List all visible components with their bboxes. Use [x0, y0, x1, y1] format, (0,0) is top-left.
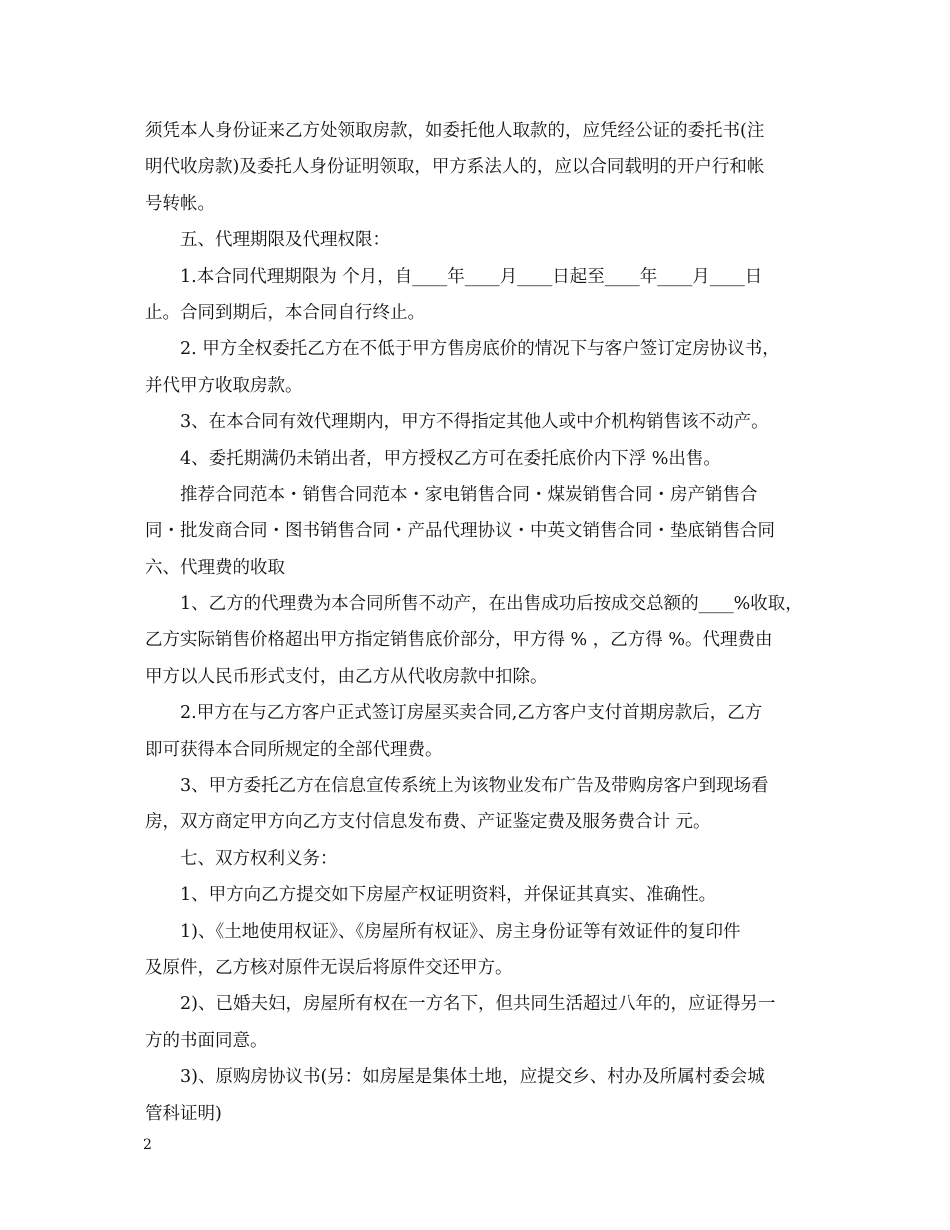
text-line: 3)、原购房协议书(另：如房屋是集体土地，应提交乡、村办及所属村委会城 — [180, 1067, 765, 1088]
text-line: 明代收房款)及委托人身份证明领取，甲方系法人的，应以合同载明的开户行和帐 — [145, 157, 765, 178]
text-line: 3、在本合同有效代理期内，甲方不得指定其他人或中介机构销售该不动产。 — [180, 412, 769, 433]
text-line: 3、甲方委托乙方在信息宣传系统上为该物业发布广告及带购房客户到现场看 — [180, 776, 769, 797]
text-line: 4、委托期满仍未销出者，甲方授权乙方可在委托底价内下浮 %出售。 — [180, 448, 721, 469]
text-line: 号转帐。 — [145, 193, 215, 214]
text-line: 房，双方商定甲方向乙方支付信息发布费、产证鉴定费及服务费合计 元。 — [145, 812, 711, 833]
text-line: 止。合同到期后，本合同自行终止。 — [145, 302, 425, 323]
text-line: 甲方以人民币形式支付，由乙方从代收房款中扣除。 — [145, 666, 548, 687]
section-heading: 五、代理期限及代理权限： — [180, 230, 390, 251]
section-heading: 六、代理费的收取 — [145, 557, 285, 578]
text-line: 1、甲方向乙方提交如下房屋产权证明资料，并保证其真实、准确性。 — [180, 885, 717, 906]
text-line: 1.本合同代理期限为 个月，自____年____月____日起至____年____月____日 — [180, 266, 763, 287]
text-line: 2. 甲方全权委托乙方在不低于甲方售房底价的情况下与客户签订定房协议书， — [180, 339, 780, 360]
section-heading: 七、双方权利义务： — [180, 848, 338, 869]
text-line: 1)、《土地使用权证》、《房屋所有权证》、房主身份证等有效证件的复印件 — [180, 921, 741, 942]
text-line: 及原件，乙方核对原件无误后将原件交还甲方。 — [145, 957, 513, 978]
page-number: 2 — [143, 1137, 152, 1153]
contract-body — [145, 113, 813, 1132]
recommended-links: 推荐合同范本・销售合同范本・家电销售合同・煤炭销售合同・房产销售合 — [180, 484, 758, 505]
text-line: 方的书面同意。 — [145, 1030, 268, 1051]
text-line: 须凭本人身份证来乙方处领取房款，如委托他人取款的，应凭经公证的委托书(注 — [145, 121, 765, 141]
recommended-links: 同・批发商合同・图书销售合同・产品代理协议・中英文销售合同・垫底销售合同 — [145, 521, 775, 542]
text-line: 2)、已婚夫妇，房屋所有权在一方名下，但共同生活超过八年的，应证得另一 — [180, 994, 776, 1015]
text-line: 即可获得本合同所规定的全部代理费。 — [145, 739, 443, 760]
text-line: 乙方实际销售价格超出甲方指定销售底价部分，甲方得 % ，乙方得 %。代理费由 — [145, 630, 773, 651]
text-line: 1、乙方的代理费为本合同所售不动产，在出售成功后按成交总额的____%收取， — [180, 594, 803, 615]
text-line: 并代甲方收取房款。 — [145, 375, 303, 396]
text-line: 管科证明) — [145, 1103, 222, 1124]
text-line: 2.甲方在与乙方客户正式签订房屋买卖合同,乙方客户支付首期房款后，乙方 — [180, 703, 763, 724]
